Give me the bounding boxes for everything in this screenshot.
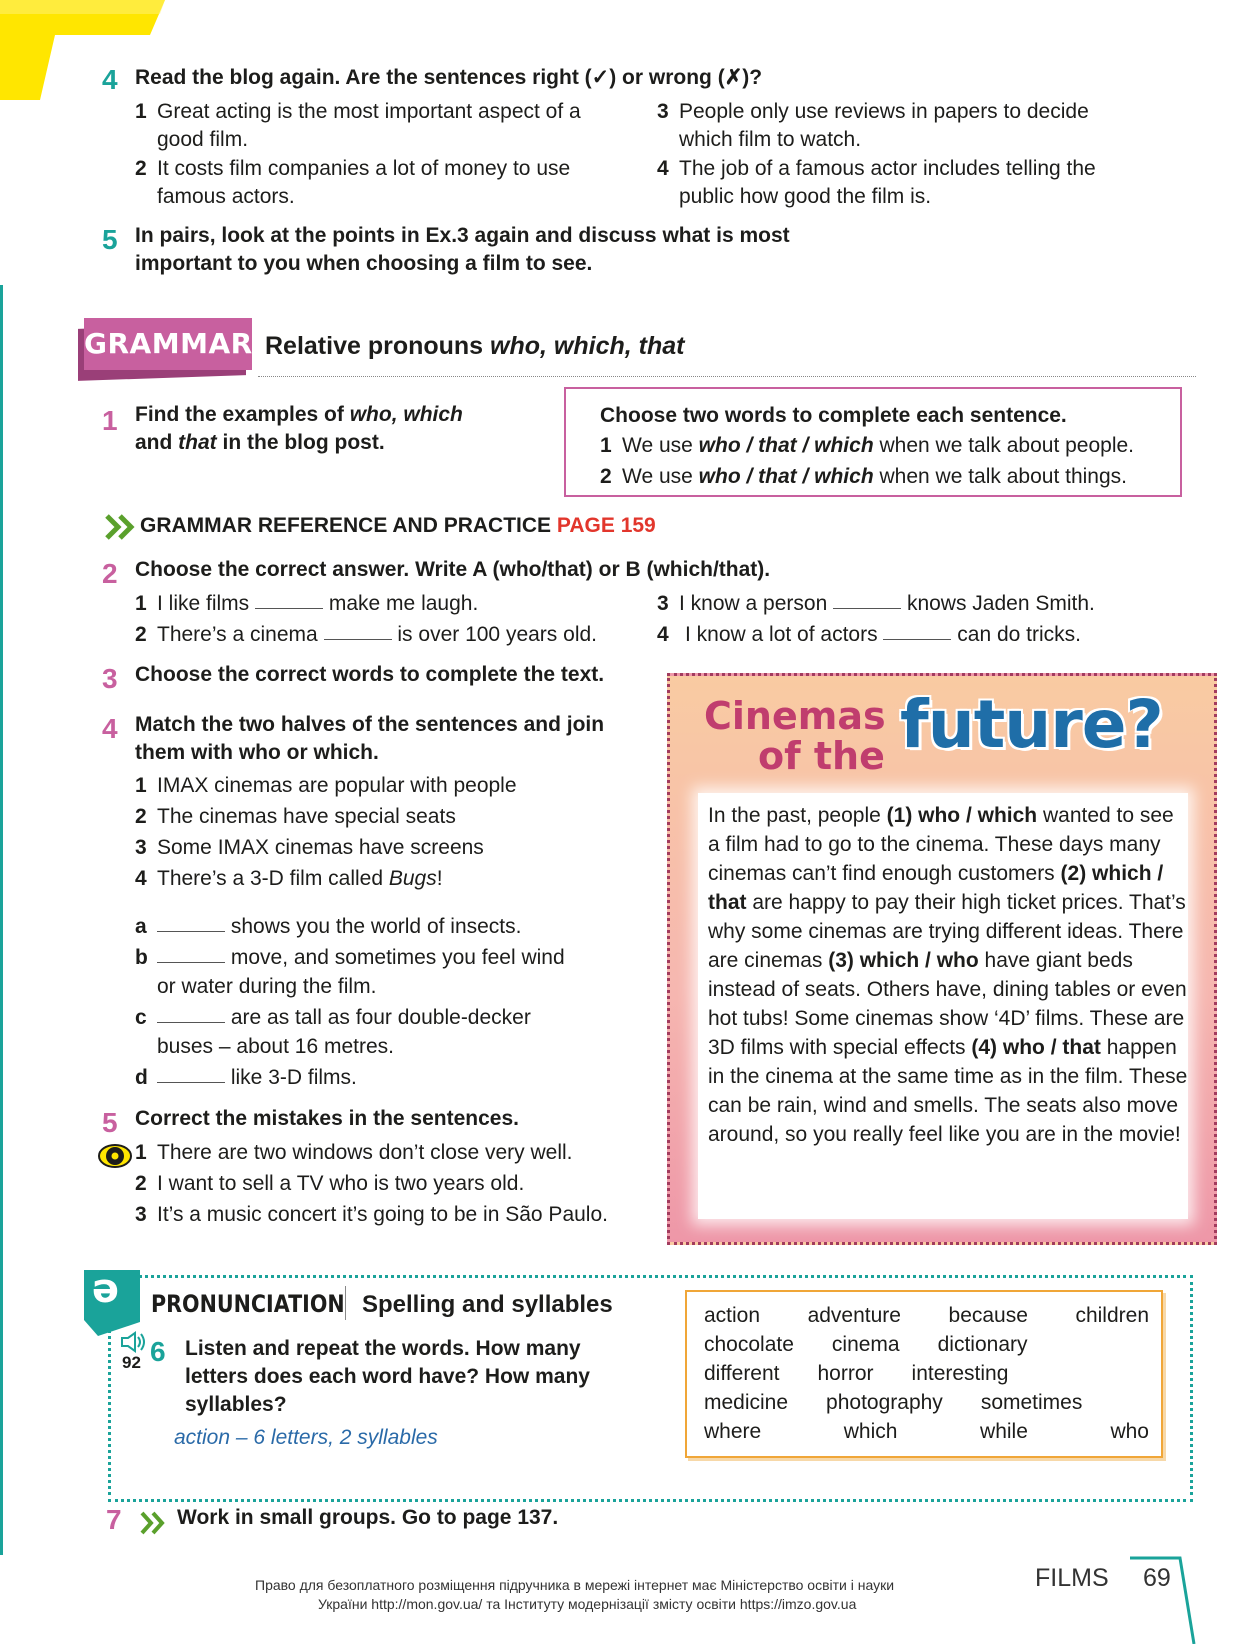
answer-blank[interactable] bbox=[324, 621, 392, 640]
item-text: Some IMAX cinemas have screens bbox=[157, 836, 484, 859]
item-text: The job of a famous actor includes telling the public how good the film is. bbox=[679, 157, 1096, 208]
grammar-title-italic: who, which, that bbox=[490, 332, 685, 360]
reference-text: GRAMMAR REFERENCE AND PRACTICE bbox=[140, 514, 557, 537]
answer-blank[interactable] bbox=[883, 621, 951, 640]
gap-fill-item bbox=[657, 590, 1095, 618]
exercise-number: 3 bbox=[102, 663, 118, 694]
paragraph-text: wanted to see a film had to go to the cinema. These days many cinemas can’t find enough customers bbox=[708, 804, 1174, 885]
example-answer: action – 6 letters, 2 syllables bbox=[174, 1426, 438, 1449]
exercise-instruction: Choose the correct answer. Write A (who/that) or B (which/that). bbox=[135, 558, 771, 581]
match-half-continued: or water during the film. bbox=[157, 975, 377, 998]
word-item: which bbox=[843, 1420, 898, 1443]
item-letter: d bbox=[135, 1066, 148, 1089]
item-text: There’s a cinema bbox=[157, 623, 318, 646]
item-text: I know a person bbox=[679, 592, 828, 615]
item-number: 2 bbox=[600, 465, 612, 488]
item-number: 1 bbox=[135, 1141, 147, 1164]
list-item bbox=[135, 865, 443, 893]
item-number: 2 bbox=[135, 1172, 147, 1195]
reference-page: PAGE 159 bbox=[556, 514, 656, 537]
match-half bbox=[135, 913, 521, 941]
item-number: 4 bbox=[657, 623, 669, 646]
word-item: interesting bbox=[911, 1362, 1009, 1385]
divider bbox=[345, 1286, 346, 1320]
item-text: move, and sometimes you feel wind bbox=[230, 946, 565, 969]
audio-track-number: 92 bbox=[122, 1353, 141, 1372]
item-text: are as tall as four double-decker bbox=[230, 1006, 531, 1029]
item-letter: b bbox=[135, 946, 148, 969]
item-text: There’s a 3-D film called bbox=[157, 867, 389, 890]
answer-choice[interactable]: (4) who / that bbox=[971, 1036, 1101, 1059]
grammar-label bbox=[78, 318, 253, 378]
footer-section-name: FILMS bbox=[1035, 1564, 1109, 1592]
word-item: sometimes bbox=[980, 1391, 1083, 1414]
item-number: 3 bbox=[657, 100, 669, 123]
match-half bbox=[135, 1004, 531, 1032]
rule-box bbox=[564, 387, 1182, 497]
footer-copyright-line1: Право для безоплатного розміщення підручника в мережі інтернет має Міністерство освіти і науки bbox=[255, 1577, 895, 1593]
exercise-number: 5 bbox=[102, 224, 118, 255]
item-text: is over 100 years old. bbox=[397, 623, 597, 646]
word-row bbox=[704, 1301, 1149, 1330]
list-item bbox=[657, 98, 1127, 154]
item-text: like 3-D films. bbox=[230, 1066, 357, 1089]
list-item bbox=[135, 1139, 573, 1167]
gap-fill-item bbox=[135, 621, 597, 649]
item-number: 1 bbox=[135, 774, 147, 797]
item-number: 1 bbox=[600, 434, 612, 457]
text-italic: who, which bbox=[349, 403, 463, 426]
match-half bbox=[135, 944, 565, 972]
double-chevron-icon bbox=[104, 512, 136, 542]
exercise-number: 1 bbox=[102, 405, 118, 436]
word-item: adventure bbox=[807, 1304, 901, 1327]
word-item: cinema bbox=[831, 1333, 900, 1356]
page-number: 69 bbox=[1143, 1564, 1171, 1592]
exercise-number: 4 bbox=[102, 64, 118, 95]
exercise-number: 7 bbox=[106, 1504, 122, 1535]
paragraph-text: have giant beds instead of seats. Others have, dining tables or even hot tubs! Some cinemas show ‘4D’ films. These are 3D films with special effects bbox=[708, 949, 1187, 1059]
item-number: 3 bbox=[135, 836, 147, 859]
item-text: knows Jaden Smith. bbox=[906, 592, 1095, 615]
word-item: action bbox=[704, 1304, 761, 1327]
schwa-symbol: ə bbox=[92, 1266, 120, 1312]
answer-blank[interactable] bbox=[157, 1004, 225, 1023]
word-item: photography bbox=[826, 1391, 943, 1414]
match-half-continued: buses – about 16 metres. bbox=[157, 1035, 394, 1058]
eye-icon bbox=[97, 1143, 133, 1169]
text: Find the examples of bbox=[135, 403, 350, 426]
double-chevron-icon bbox=[139, 1510, 167, 1536]
grammar-title bbox=[265, 332, 684, 361]
exercise-instruction: Choose the correct words to complete the text. bbox=[135, 663, 605, 686]
item-text: It costs film companies a lot of money to use famous actors. bbox=[157, 157, 571, 208]
item-text: make me laugh. bbox=[328, 592, 479, 615]
item-text: I want to sell a TV who is two years old. bbox=[157, 1172, 525, 1195]
reading-title-future: future? bbox=[900, 686, 1163, 763]
list-item bbox=[135, 1201, 608, 1229]
item-text: shows you the world of insects. bbox=[230, 915, 522, 938]
pronunciation-label: PRONUNCIATION bbox=[151, 1290, 345, 1318]
reading-text-panel bbox=[698, 793, 1188, 1219]
answer-blank[interactable] bbox=[157, 1064, 225, 1083]
exercise-number: 5 bbox=[102, 1107, 118, 1138]
item-number: 1 bbox=[135, 592, 147, 615]
text-italic: that bbox=[178, 431, 217, 454]
item-text: There are two windows don’t close very well. bbox=[157, 1141, 573, 1164]
item-text: can do tricks. bbox=[957, 623, 1081, 646]
text: We use bbox=[622, 465, 699, 488]
exercise-number: 2 bbox=[102, 558, 118, 589]
item-text: The cinemas have special seats bbox=[157, 805, 456, 828]
word-item: dictionary bbox=[937, 1333, 1028, 1356]
item-text: It’s a music concert it’s going to be in São Paulo. bbox=[157, 1203, 608, 1226]
options: who / that / which bbox=[698, 434, 874, 457]
gap-fill-item bbox=[135, 590, 478, 618]
reading-paragraph bbox=[708, 801, 1188, 1149]
exercise-number: 4 bbox=[102, 713, 118, 744]
answer-choice[interactable]: (2) which / that bbox=[708, 862, 1164, 914]
exercise-instruction: Match the two halves of the sentences and join them with who or which. bbox=[135, 713, 605, 764]
exercise-instruction: Read the blog again. Are the sentences right (✓) or wrong (✗)? bbox=[135, 66, 763, 89]
paragraph-text: happen in the cinema at the same time as in the film. These can be rain, wind and smells. The seats also move around, so you really feel like you are in the movie! bbox=[708, 1036, 1188, 1146]
word-item: while bbox=[980, 1420, 1028, 1443]
word-row bbox=[704, 1359, 1149, 1388]
item-number: 2 bbox=[135, 805, 147, 828]
exercise-instruction bbox=[135, 401, 555, 457]
exercise-instruction: In pairs, look at the points in Ex.3 again and discuss what is most important to you when choosing a film to see. bbox=[135, 224, 790, 275]
exercise-instruction: Listen and repeat the words. How many letters does each word have? How many syllables? bbox=[185, 1337, 590, 1416]
word-item: horror bbox=[817, 1362, 874, 1385]
rule-item bbox=[600, 432, 1134, 460]
item-text: ! bbox=[436, 867, 443, 890]
word-row bbox=[704, 1417, 1149, 1446]
list-item bbox=[657, 155, 1127, 211]
item-text: I know a lot of actors bbox=[685, 623, 878, 646]
item-number: 2 bbox=[135, 157, 147, 180]
grammar-reference-link[interactable] bbox=[140, 514, 656, 538]
list-item bbox=[135, 834, 484, 862]
answer-choice[interactable]: (1) who / which bbox=[886, 804, 1038, 827]
word-item: chocolate bbox=[704, 1333, 794, 1356]
item-letter: a bbox=[135, 915, 147, 938]
item-number: 1 bbox=[135, 100, 147, 123]
match-half bbox=[135, 1064, 357, 1092]
item-letter: c bbox=[135, 1006, 147, 1029]
divider bbox=[258, 376, 1196, 377]
answer-blank[interactable] bbox=[255, 590, 323, 609]
reading-title-of-the: of the bbox=[758, 734, 885, 778]
item-number: 3 bbox=[135, 1203, 147, 1226]
exercise-number: 6 bbox=[150, 1336, 166, 1367]
rule-item bbox=[600, 463, 1127, 491]
item-text: I like films bbox=[157, 592, 250, 615]
word-item: who bbox=[1110, 1420, 1149, 1443]
grammar-label-text: GRAMMAR bbox=[84, 327, 253, 360]
word-row bbox=[704, 1388, 1149, 1417]
text: We use bbox=[622, 434, 699, 457]
text: when we talk about things. bbox=[873, 465, 1127, 488]
word-item: where bbox=[704, 1420, 762, 1443]
grammar-title-plain: Relative pronouns bbox=[265, 332, 491, 360]
rule-box-heading: Choose two words to complete each sentence. bbox=[600, 404, 1067, 427]
answer-choice[interactable]: (3) which / who bbox=[828, 949, 979, 972]
word-item: different bbox=[704, 1362, 780, 1385]
left-edge-decoration bbox=[0, 285, 3, 1555]
audio-speaker-icon[interactable] bbox=[120, 1331, 148, 1353]
list-item bbox=[135, 803, 456, 831]
item-number: 4 bbox=[657, 157, 669, 180]
paragraph-text: are happy to pay their high ticket prices. That’s why some cinemas are trying different ideas. There are cinemas bbox=[708, 891, 1186, 972]
item-text: IMAX cinemas are popular with people bbox=[157, 774, 517, 797]
item-text: People only use reviews in papers to decide which film to watch. bbox=[679, 100, 1089, 151]
footer-copyright-line2: України http://mon.gov.ua/ та Інституту модернізації змісту освіти https://imzo.gov.ua bbox=[318, 1596, 857, 1612]
word-row bbox=[704, 1330, 1149, 1359]
list-item bbox=[135, 155, 615, 211]
exercise-instruction: Work in small groups. Go to page 137. bbox=[177, 1506, 559, 1529]
options: who / that / which bbox=[698, 465, 874, 488]
item-number: 2 bbox=[135, 623, 147, 646]
list-item bbox=[135, 772, 517, 800]
item-number: 3 bbox=[657, 592, 669, 615]
answer-blank[interactable] bbox=[157, 913, 225, 932]
list-item bbox=[135, 1170, 524, 1198]
text: in the blog post. bbox=[216, 431, 385, 454]
answer-blank[interactable] bbox=[157, 944, 225, 963]
reading-title-cinemas: Cinemas bbox=[704, 694, 886, 738]
answer-blank[interactable] bbox=[833, 590, 901, 609]
word-item: because bbox=[948, 1304, 1028, 1327]
item-text: Great acting is the most important aspect of a good film. bbox=[157, 100, 581, 151]
reading-text-box bbox=[667, 673, 1217, 1245]
word-item: children bbox=[1075, 1304, 1149, 1327]
gap-fill-item bbox=[657, 621, 1081, 649]
item-number: 4 bbox=[135, 867, 147, 890]
word-item: medicine bbox=[704, 1391, 789, 1414]
pronunciation-title: Spelling and syllables bbox=[362, 1291, 613, 1318]
paragraph-text: In the past, people bbox=[708, 804, 887, 827]
page-corner-decoration bbox=[1128, 1556, 1198, 1644]
item-text-italic: Bugs bbox=[388, 867, 437, 890]
word-list bbox=[704, 1301, 1149, 1446]
exercise-instruction: Correct the mistakes in the sentences. bbox=[135, 1107, 519, 1130]
list-item bbox=[135, 98, 615, 154]
word-box bbox=[685, 1290, 1163, 1458]
text: when we talk about people. bbox=[873, 434, 1135, 457]
text: and bbox=[135, 431, 179, 454]
